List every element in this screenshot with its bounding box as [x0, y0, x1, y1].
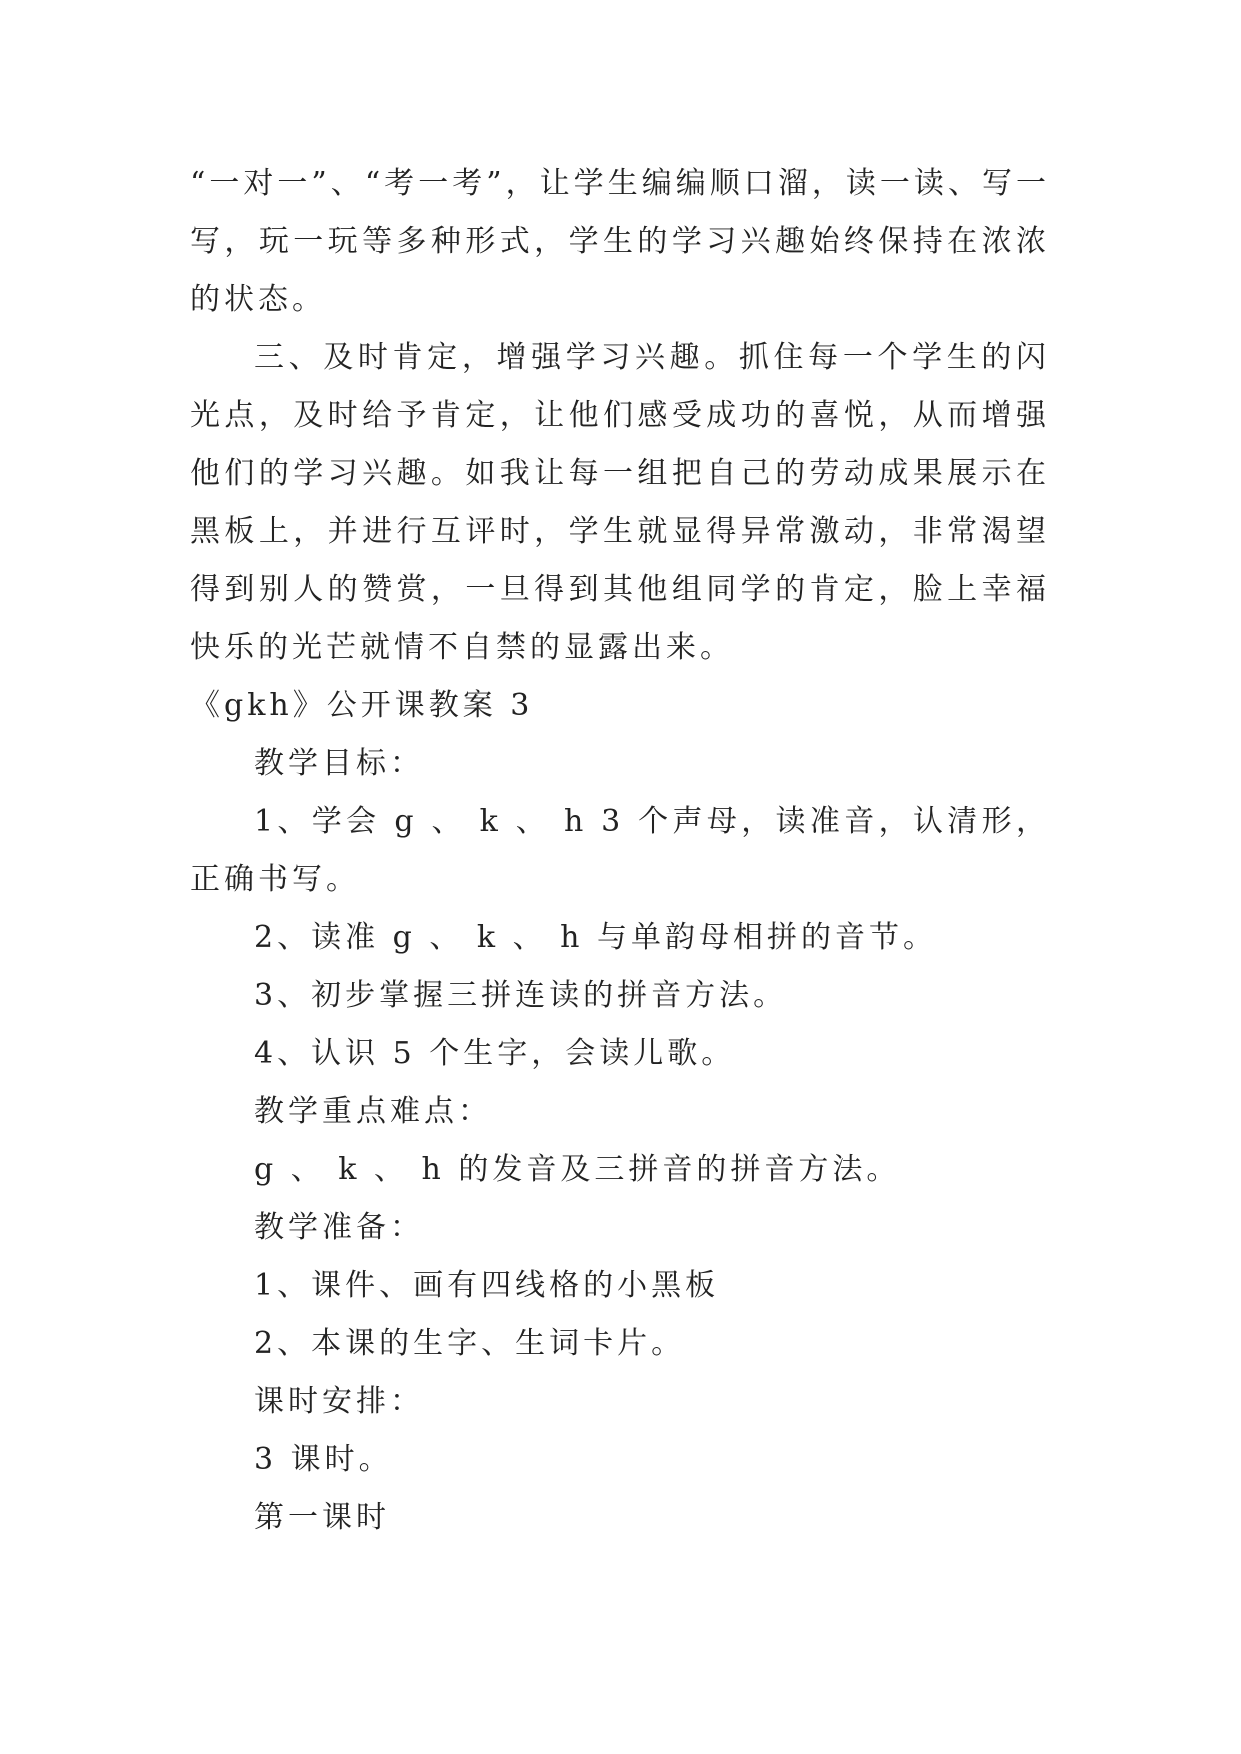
goal-item-1: 1、学会 g 、 k 、 h 3 个声母，读准音，认清形，正确书写。 — [190, 804, 1050, 897]
section-key-difficulties: 教学重点难点： — [254, 1094, 492, 1129]
paragraph-timely-affirmation: 三、及时肯定，增强学习兴趣。抓住每一个学生的闪光点，及时给予肯定，让他们感受成功的喜悦，从而增强他们的学习兴趣。如我让每一组把自己的劳动成果展示在黑板上，并进行互评时，学生就显得异常激动，非常渴望得到别人的赞赏，一旦得到其他组同学的肯定，脸上幸福快乐的光芒就情不自禁的显露出来。 — [190, 340, 1050, 665]
lesson-plan-title: 《gkh》公开课教案 3 — [190, 688, 534, 723]
goal-item-3: 3、初步掌握三拼连读的拼音方法。 — [254, 978, 788, 1013]
key-difficulties-text: g 、 k 、 h 的发音及三拼音的拼音方法。 — [254, 1152, 901, 1187]
preparation-item-2: 2、本课的生字、生词卡片。 — [254, 1326, 686, 1361]
goal-item-2: 2、读准 g 、 k 、 h 与单韵母相拼的音节。 — [254, 920, 938, 955]
section-first-lesson: 第一课时 — [254, 1500, 390, 1535]
document-body — [190, 155, 1050, 1547]
section-class-schedule: 课时安排： — [254, 1384, 424, 1419]
preparation-item-1: 1、课件、画有四线格的小黑板 — [254, 1268, 720, 1303]
section-teaching-goals: 教学目标： — [254, 746, 424, 781]
goal-item-4: 4、认识 5 个生字，会读儿歌。 — [254, 1036, 736, 1071]
section-teaching-preparation: 教学准备： — [254, 1210, 424, 1245]
paragraph-continuation: “一对一”、“考一考”，让学生编编顺口溜，读一读、写一写，玩一玩等多种形式，学生的学习兴趣始终保持在浓浓的状态。 — [190, 166, 1050, 317]
class-schedule-text: 3 课时。 — [254, 1442, 393, 1477]
